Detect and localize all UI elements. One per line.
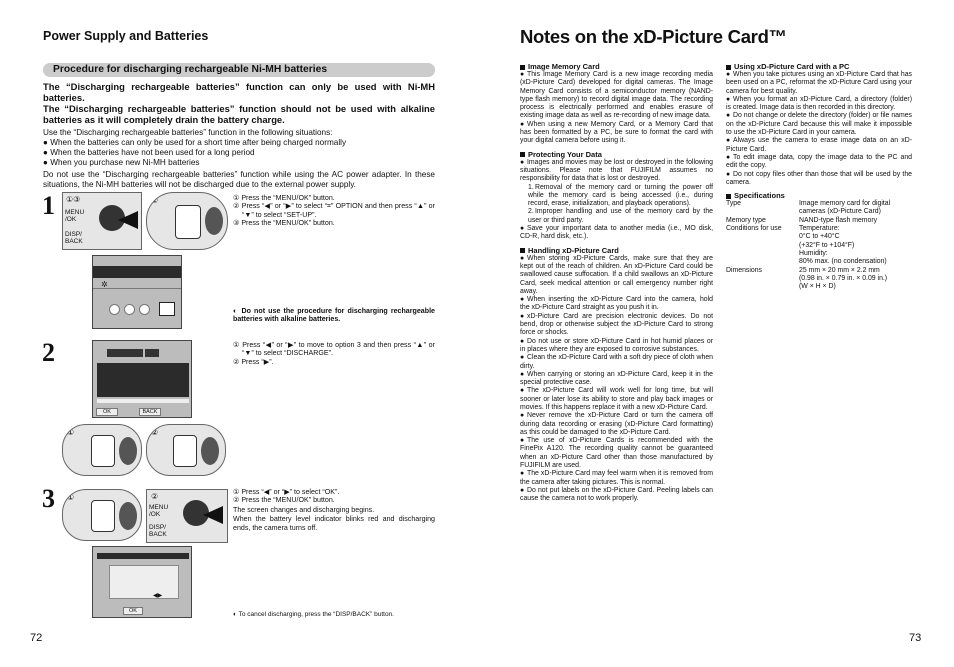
instruction-line: The screen changes and discharging begins. — [233, 505, 375, 514]
instruction-line: ② Press “▶”. — [233, 357, 274, 366]
list-item: ● Clean the xD-Picture Card with a soft dry piece of cloth when dirty. — [520, 354, 713, 370]
list-item: ● To edit image data, copy the image data to the PC and edit the copy. — [726, 153, 912, 170]
heading-using-with-pc: Using xD-Picture Card with a PC — [726, 62, 912, 71]
dpad-icon[interactable] — [91, 435, 115, 467]
menu-bar — [97, 553, 189, 559]
step3-note: ◐ To cancel discharging, press the “DISP/BACK” button. — [233, 611, 394, 618]
list-item: ● When you format an xD-Picture Card, a directory (folder) is created. Image data is then recorded in this directory. — [726, 95, 912, 112]
instruction-line: When the battery level indicator blinks red and discharging ends, the camera turns off. — [233, 515, 435, 532]
camera-dpad-illustration — [146, 192, 228, 250]
notes-column-2 — [726, 58, 912, 291]
option-icon[interactable] — [109, 304, 120, 315]
list-item: ● When inserting the xD-Picture Card into the camera, hold the xD-Picture Card straight as you push it in. — [520, 296, 713, 312]
instruction-line: ① Press “◀” or “▶” to select “OK”. — [233, 488, 340, 496]
list-item: ● The xD-Picture Card may feel warm when it is removed from the camera after taking pictures. This is normal. — [520, 470, 713, 486]
list-item: ● When you take pictures using an xD-Picture Card that has been used on a PC, reformat the xD-Picture Card using your camera for best quality. — [726, 71, 912, 95]
step-circle: ② — [151, 196, 159, 205]
heading-specifications: Specifications — [726, 191, 912, 200]
setup-icon: ✲ — [101, 280, 108, 289]
note-icon: ◐ — [233, 307, 242, 315]
heading-protecting-data: Protecting Your Data — [520, 150, 713, 159]
option-icon[interactable] — [124, 304, 135, 315]
selector-arrows-icon: ◀▶ — [153, 593, 163, 599]
warning-alkaline: The “Discharging rechargeable batteries” function should not be used with alkaline batteries as it will completely drain the battery charge. — [43, 103, 435, 125]
camera-back-illustration — [62, 192, 142, 250]
confirm-dialog — [109, 565, 179, 599]
step1-note: ◐ Do not use the procedure for discharging rechargeable batteries with alkaline batteries. — [233, 307, 435, 324]
list-item: ● Never remove the xD-Picture Card or turn the camera off during data recording or erasing (xD-Picture Card formatting) as this could be damaged to the xD-Picture Card. — [520, 412, 713, 436]
list-item: ● Images and movies may be lost or destroyed in the following situations. Please note that FUJIFILM assumes no responsibility for data that is lost or destroyed. — [520, 158, 713, 183]
camera-dpad-illustration — [62, 424, 142, 476]
intro-block — [43, 81, 435, 190]
list-item: 1.Removal of the memory card or turning the power off while the memory card is being accessed (i.e., during record, erase, initialization, and playback operations). — [528, 183, 713, 208]
dpad-icon[interactable] — [173, 435, 197, 467]
arrow-left-icon — [118, 211, 138, 229]
page-number-left: 72 — [30, 632, 43, 644]
list-item: ● Do not put labels on the xD-Picture Card. Peeling labels can cause the camera not to work properly. — [520, 486, 713, 503]
disp-back-label: DISP/ BACK — [65, 231, 83, 245]
menu-tab — [145, 349, 159, 357]
step2-instructions — [233, 341, 435, 366]
dpad-right-icon[interactable] — [119, 437, 137, 465]
page-title: Notes on the xD-Picture Card™ — [520, 26, 787, 47]
list-item: ● The xD-Picture Card will work well for long time, but will sooner or later lose its ability to store and play back images or movies. If this happens replace it with a new xD-Picture Card. — [520, 387, 713, 411]
step-circle: ① — [67, 428, 75, 437]
camera-back-illustration — [146, 489, 228, 543]
instruction-line: ① Press the “MENU/OK” button. — [233, 194, 335, 202]
menu-ok-label: MENU /OK — [149, 504, 169, 518]
step-circle: ①③ — [66, 195, 81, 204]
list-item: ● When using a new Memory Card, or a Memory Card that has been formatted by a PC, be sure to format the card with your digital camera before using it. — [520, 120, 713, 145]
dpad-icon[interactable] — [91, 500, 115, 532]
note-icon: ◐ — [233, 611, 239, 618]
list-item: ● This Image Memory Card is a new image recording media (xD-Picture Card) developed for digital cameras. The Image Memory Card consists of a semiconductor memory (NAND-type flash memory) to record digital image data. The recording process is electrically performed and enables erasure of existing image data as well as re-recording of new image data. — [520, 71, 713, 120]
instruction-line: ③ Press the “MENU/OK” button. — [233, 219, 335, 228]
step3-instructions — [233, 488, 435, 532]
lcd-screen-menu — [92, 255, 182, 329]
menu-bar — [93, 266, 181, 278]
set-up-icon[interactable] — [159, 302, 175, 316]
intro-text: Use the “Discharging rechargeable batteries” function in the following situations: — [43, 128, 333, 137]
list-item: ● When carrying or storing an xD-Picture Card, keep it in the special protective case. — [520, 370, 713, 387]
step-circle: ② — [151, 492, 159, 501]
ok-button[interactable]: OK — [123, 607, 143, 615]
disp-back-label: DISP/ BACK — [149, 524, 167, 538]
ac-adapter-note: Do not use the “Discharging rechargeable batteries” function while using the AC power adapter. In these situations, the Ni-MH batteries will not be discharged due to the external power supply. — [43, 170, 435, 189]
page-number-right: 73 — [909, 632, 922, 644]
step1-instructions — [233, 194, 435, 228]
section-title: Power Supply and Batteries — [43, 29, 209, 43]
menu-list — [97, 363, 189, 397]
heading-image-memory-card: Image Memory Card — [520, 62, 713, 71]
step-number-2: 2 — [42, 338, 55, 367]
warning-ni-mh-only: The “Discharging rechargeable batteries” function can only be used with Ni-MH batteries. — [43, 81, 435, 103]
step-circle: ② — [151, 428, 159, 437]
list-item: ● xD-Picture Card are precision electronic devices. Do not bend, drop or otherwise subject the xD-Picture Card to strong force or shocks. — [520, 312, 713, 337]
list-item: ● When storing xD-Picture Cards, make sure that they are kept out of the reach of children. An xD-Picture Card could be swallowed cause suffocation. If a child swallows an xD-Picture Card, seek medical attention or call emergency number right away. — [520, 254, 713, 295]
notes-column-1 — [520, 58, 713, 504]
list-item: ● When you purchase new Ni-MH batteries — [43, 158, 200, 167]
camera-dpad-illustration — [62, 489, 142, 541]
table-row: Memory type NAND-type flash memory — [726, 216, 878, 224]
instruction-line: ② Press “◀” or “▶” to select “⌗” OPTION and then press “▲” or “▼” to select “SET-UP”. — [233, 202, 435, 219]
back-button[interactable]: BACK — [139, 408, 161, 416]
step-number-1: 1 — [42, 191, 55, 220]
list-item: ● Do not copy files other than those that will be used by the camera. — [726, 170, 912, 186]
dpad-right-icon[interactable] — [201, 437, 219, 465]
ok-button[interactable]: OK — [96, 408, 118, 416]
procedure-banner: Procedure for discharging rechargeable Ni-MH batteries — [43, 63, 435, 77]
table-row: Conditions for use Temperature: 0°C to +40°C (+32°F to +104°F) Humidity: 80% max. (no condensation) — [726, 225, 887, 266]
step-number-3: 3 — [42, 484, 55, 513]
dpad-right-icon[interactable] — [119, 502, 137, 530]
dpad-right-icon[interactable] — [205, 207, 223, 235]
option-icon[interactable] — [139, 304, 150, 315]
menu-tab — [107, 349, 143, 357]
instruction-line: ② Press the “MENU/OK” button. — [233, 496, 335, 505]
arrow-left-icon — [203, 506, 223, 524]
list-item: ● When the batteries can only be used for a short time after being charged normally — [43, 138, 347, 147]
situation-list — [43, 138, 435, 168]
step-circle: ① — [67, 493, 75, 502]
list-item: ● The use of xD-Picture Cards is recommended with the FinePix A120. The recording quality cannot be guaranteed when an xD-Picture Card other than those manufactured by FUJIFILM are used. — [520, 437, 713, 470]
list-item: ● Do not change or delete the directory (folder) or file names on the xD-Picture Card because this will make it impossible to use the xD-Picture Card in your camera. — [726, 112, 912, 137]
spec-table — [726, 200, 912, 291]
list-item: ● Save your important data to another media (i.e., MO disk, CD-R, hard disk, etc.). — [520, 225, 713, 241]
dpad-icon[interactable] — [175, 205, 201, 239]
list-item: ● Always use the camera to erase image data on an xD-Picture Card. — [726, 137, 912, 153]
list-item: ● When the batteries have not been used for a long period — [43, 148, 255, 157]
menu-selection — [97, 399, 189, 403]
lcd-screen-confirm — [92, 546, 192, 618]
list-item: ● Do not use or store xD-Picture Card in hot humid places or in places where they are exposed to corrosive substances. — [520, 337, 713, 353]
table-row: Dimensions 25 mm × 20 mm × 2.2 mm (0.98 in. × 0.79 in. × 0.09 in.) (W × H × D) — [726, 266, 888, 291]
instruction-line: ① Press “◀” or “▶” to move to option 3 and then press “▲” or “▼” to select “DISCHARGE”. — [233, 341, 435, 358]
camera-dpad-illustration — [146, 424, 226, 476]
lcd-screen-discharge — [92, 340, 192, 418]
table-row: Type Image memory card for digital cameras (xD-Picture Card) — [726, 200, 891, 216]
heading-handling-card: Handling xD-Picture Card — [520, 246, 713, 255]
menu-ok-label: MENU /OK — [65, 209, 85, 223]
list-item: 2.Improper handling and use of the memory card by the user or third party. — [528, 208, 713, 224]
